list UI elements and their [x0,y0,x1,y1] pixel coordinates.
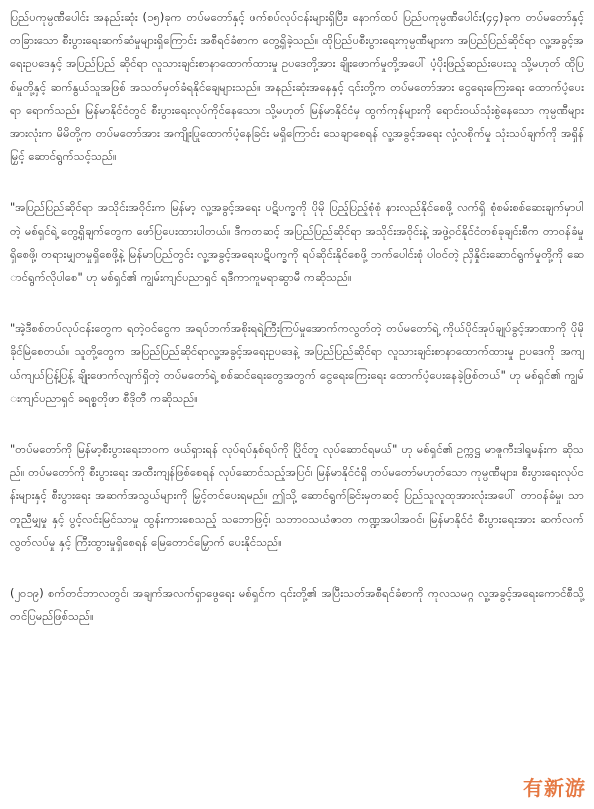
article-paragraph-3: "အဲ့ဒီစစ်တပ်လုပ်ငန်းတွေက ရတဲ့ဝင်ငွေက အရပ်ဘက်အစိုးရရဲ့ကြီးကြပ်မှုအောက်ကလွတ်တဲ့ တပ်မတော်ရဲ့ ကိုယ်ပိုင်အုပ်ချုပ်ခွင့်အာဏာကို ပိုမို ခိုင်မြဲစေတယ်။ သူတို့တွေက အပြည်ပြည်ဆိုင်ရာလူ့အခွင့်အရေးဥပဒေနဲ့ အပြည်ပြည်ဆိုင်ရာ လူသားချင်းစာနာထောက်ထားမှု ဥပဒေကို အကျယ်ကျယ်ပြန့်ပြန့် ချိုးဖောက်လျက်ရှိတဲ့ တပ်မတော်ရဲ့ စစ်ဆင်ရေးတွေအတွက် ငွေရေးကြေးရေး ထောက်ပံ့ပေးနေခဲ့ဖြစ်တယ်" ဟု မစ်ရှင်၏ ကျွမ်းကျင်ပညာရှင် ခရစ္စတိုဖာ စီဒိုတီ ကဆိုသည်။ [10,321,584,405]
article-paragraph-5: (၂၀၁၉) စက်တင်ဘာလတွင်၊ အချက်အလက်ရှာဖွေရေး မစ်ရှင်က ၎င်းတို့၏ အပြီးသတ်အစီရင်ခံစာကို ကုလသမဂ္ဂ လူ့အခွင့်အရေးကောင်စီသို့ တင်ပြမည်ဖြစ်သည်။ [10,586,584,624]
article-paragraph-4: "တပ်မတော်ကို မြန်မာ့စီးပွားရေးဘဝက ဖယ်ရှားရန် လုပ်ရပ်နှစ်ရပ်ကို ပြိုင်တူ လုပ်ဆောင်ရမယ်" ဟု မစ်ရှင်၏ ဥက္ကဋ္ဌ မာဇူကီးဒါရူမန်းက ဆိုသည်။ တပ်မတော်ကို စီးပွားရေး အထီးကျန်ဖြစ်စေရန် လုပ်ဆောင်သည့်အပြင်၊ မြန်မာနိုင်ငံရှိ တပ်မတော်မဟုတ်သော ကုမ္ပဏီများ၊ စီးပွားရေးလုပ်ငန်းများနှင့် စီးပွားရေး အဆက်အသွယ်များကို မြှင့်တင်ပေးရမည်။ ဤသို့ ဆောင်ရွက်ခြင်းမှတဆင့် ပြည်သူလူထုအားလုံးအပေါ် တာဝန်ခံမှု၊ သာတူညီမျှမှု နှင့် ပွင့်လင်းမြင်သာမှု ထွန်းကားစေသည့် သဘောဖြင့်၊ သဘာဝသယံဇာတ ကဏ္ဍအပါအဝင်၊ မြန်မာနိုင်ငံ စီးပွားရေးအား ဆက်လက် လွတ်လပ်မှု နှင့် ကြီးထွားမှုရှိစေရန် မြေတောင်မြှောက် ပေးနိုင်သည်။ [10,442,584,549]
paragraph-spacer [10,410,584,438]
paragraph-spacer [10,289,584,317]
site-watermark-logo: 有新游 [523,776,586,800]
article-paragraph-1: ပြည်ပကုမ္ပဏီပေါင်း အနည်းဆုံး (၁၅)ခုက တပ်မတော်နှင့် ဖက်စပ်လုပ်ငန်းများရှိပြီး၊ နောက်ထပ် ပြည်ပကုမ္ပဏီပေါင်း(၄၄)ခုက တပ်မတော်နှင့် တခြားသော စီးပွားရေးဆက်ဆံမှုများရှိကြောင်း အစီရင်ခံစာက တွေ့ရှိခဲ့သည်။ ထိုပြည်ပစီးပွားရေးကုမ္ပဏီများက အပြည်ပြည်ဆိုင်ရာ လူ့အခွင့်အရေးဥပဒေနှင့် အပြည်ပြည် ဆိုင်ရာ လူသားချင်းစာနာထောက်ထားမှု ဥပဒေတို့အား ချိုးဖောက်မှုတို့အပေါ် ပံ့ပိုးဖြည့်ဆည်းပေးသူ သို့မဟုတ် ထိုပြစ်မှုတို့နှင့် ဆက်နွယ်သူအဖြစ် အသတ်မှတ်ခံရနိုင်ချေများသည်။ အနည်းဆုံးအနေနှင့် ၎င်းတို့က တပ်မတော်အား ငွေရေးကြေးရေး ထောက်ပံ့ပေးရာ ရောက်သည်။ မြန်မာနိုင်ငံတွင် စီးပွားရေးလုပ်ကိုင်နေသော၊ သို့မဟုတ် မြန်မာနိုင်ငံမှ ထွက်ကုန်များကို ရောင်းဝယ်သုံးစွဲနေသော ကုမ္ပဏီများအားလုံးက မိမိတို့က တပ်မတော်အား အကျိုးပြုထောက်ပံ့နေခြင်း မရှိကြောင်း သေချာစေရန် လူ့အခွင့်အရေး လုံ့လစိုက်မှု သုံးသပ်ချက်ကို အရှိန်မြှင့် ဆောင်ရွက်သင့်သည်။ [10,10,584,164]
paragraph-spacer [10,168,584,196]
paragraph-spacer [10,554,584,582]
article-paragraph-2: "အပြည်ပြည်ဆိုင်ရာ အသိုင်းအဝိုင်းက မြန်မာ့ လူ့အခွင့်အရေး ပဋိပက္ခကို ပိုမို ပြည့်ပြည့်စုံစုံ နားလည်နိုင်စေဖို့ လက်ရှိ စုံစမ်းစစ်ဆေးချက်မှာပါတဲ့ မစ်ရှင်ရဲ့ တွေ့ရှိချက်တွေက ဖော်ပြပေးထားပါတယ်။ ဒီကတဆင့် အပြည်ပြည်ဆိုင်ရာ အသိုင်းအဝိုင်းနဲ့ အဖွဲ့ဝင်နိုင်ငံတစ်ခုချင်းစီက တာဝန်ခံမှုရှိစေဖို့၊ တရားမျှတမှုရှိစေဖို့နဲ့ မြန်မာပြည်တွင်း လူ့အခွင့်အရေးပဋိပက္ခကို ရပ်ဆိုင်းနိုင်စေဖို့ ဘက်ပေါင်းစုံ ပါဝင်တဲ့ ညှိနှိုင်းဆောင်ရွက်မှုတို့ကို ဆောင်ရွက်လိုပါစေ" ဟု မစ်ရှင်၏ ကျွမ်းကျင်ပညာရှင် ရဒီကာကူမရာဆွာမီ ကဆိုသည်။ [10,200,584,285]
